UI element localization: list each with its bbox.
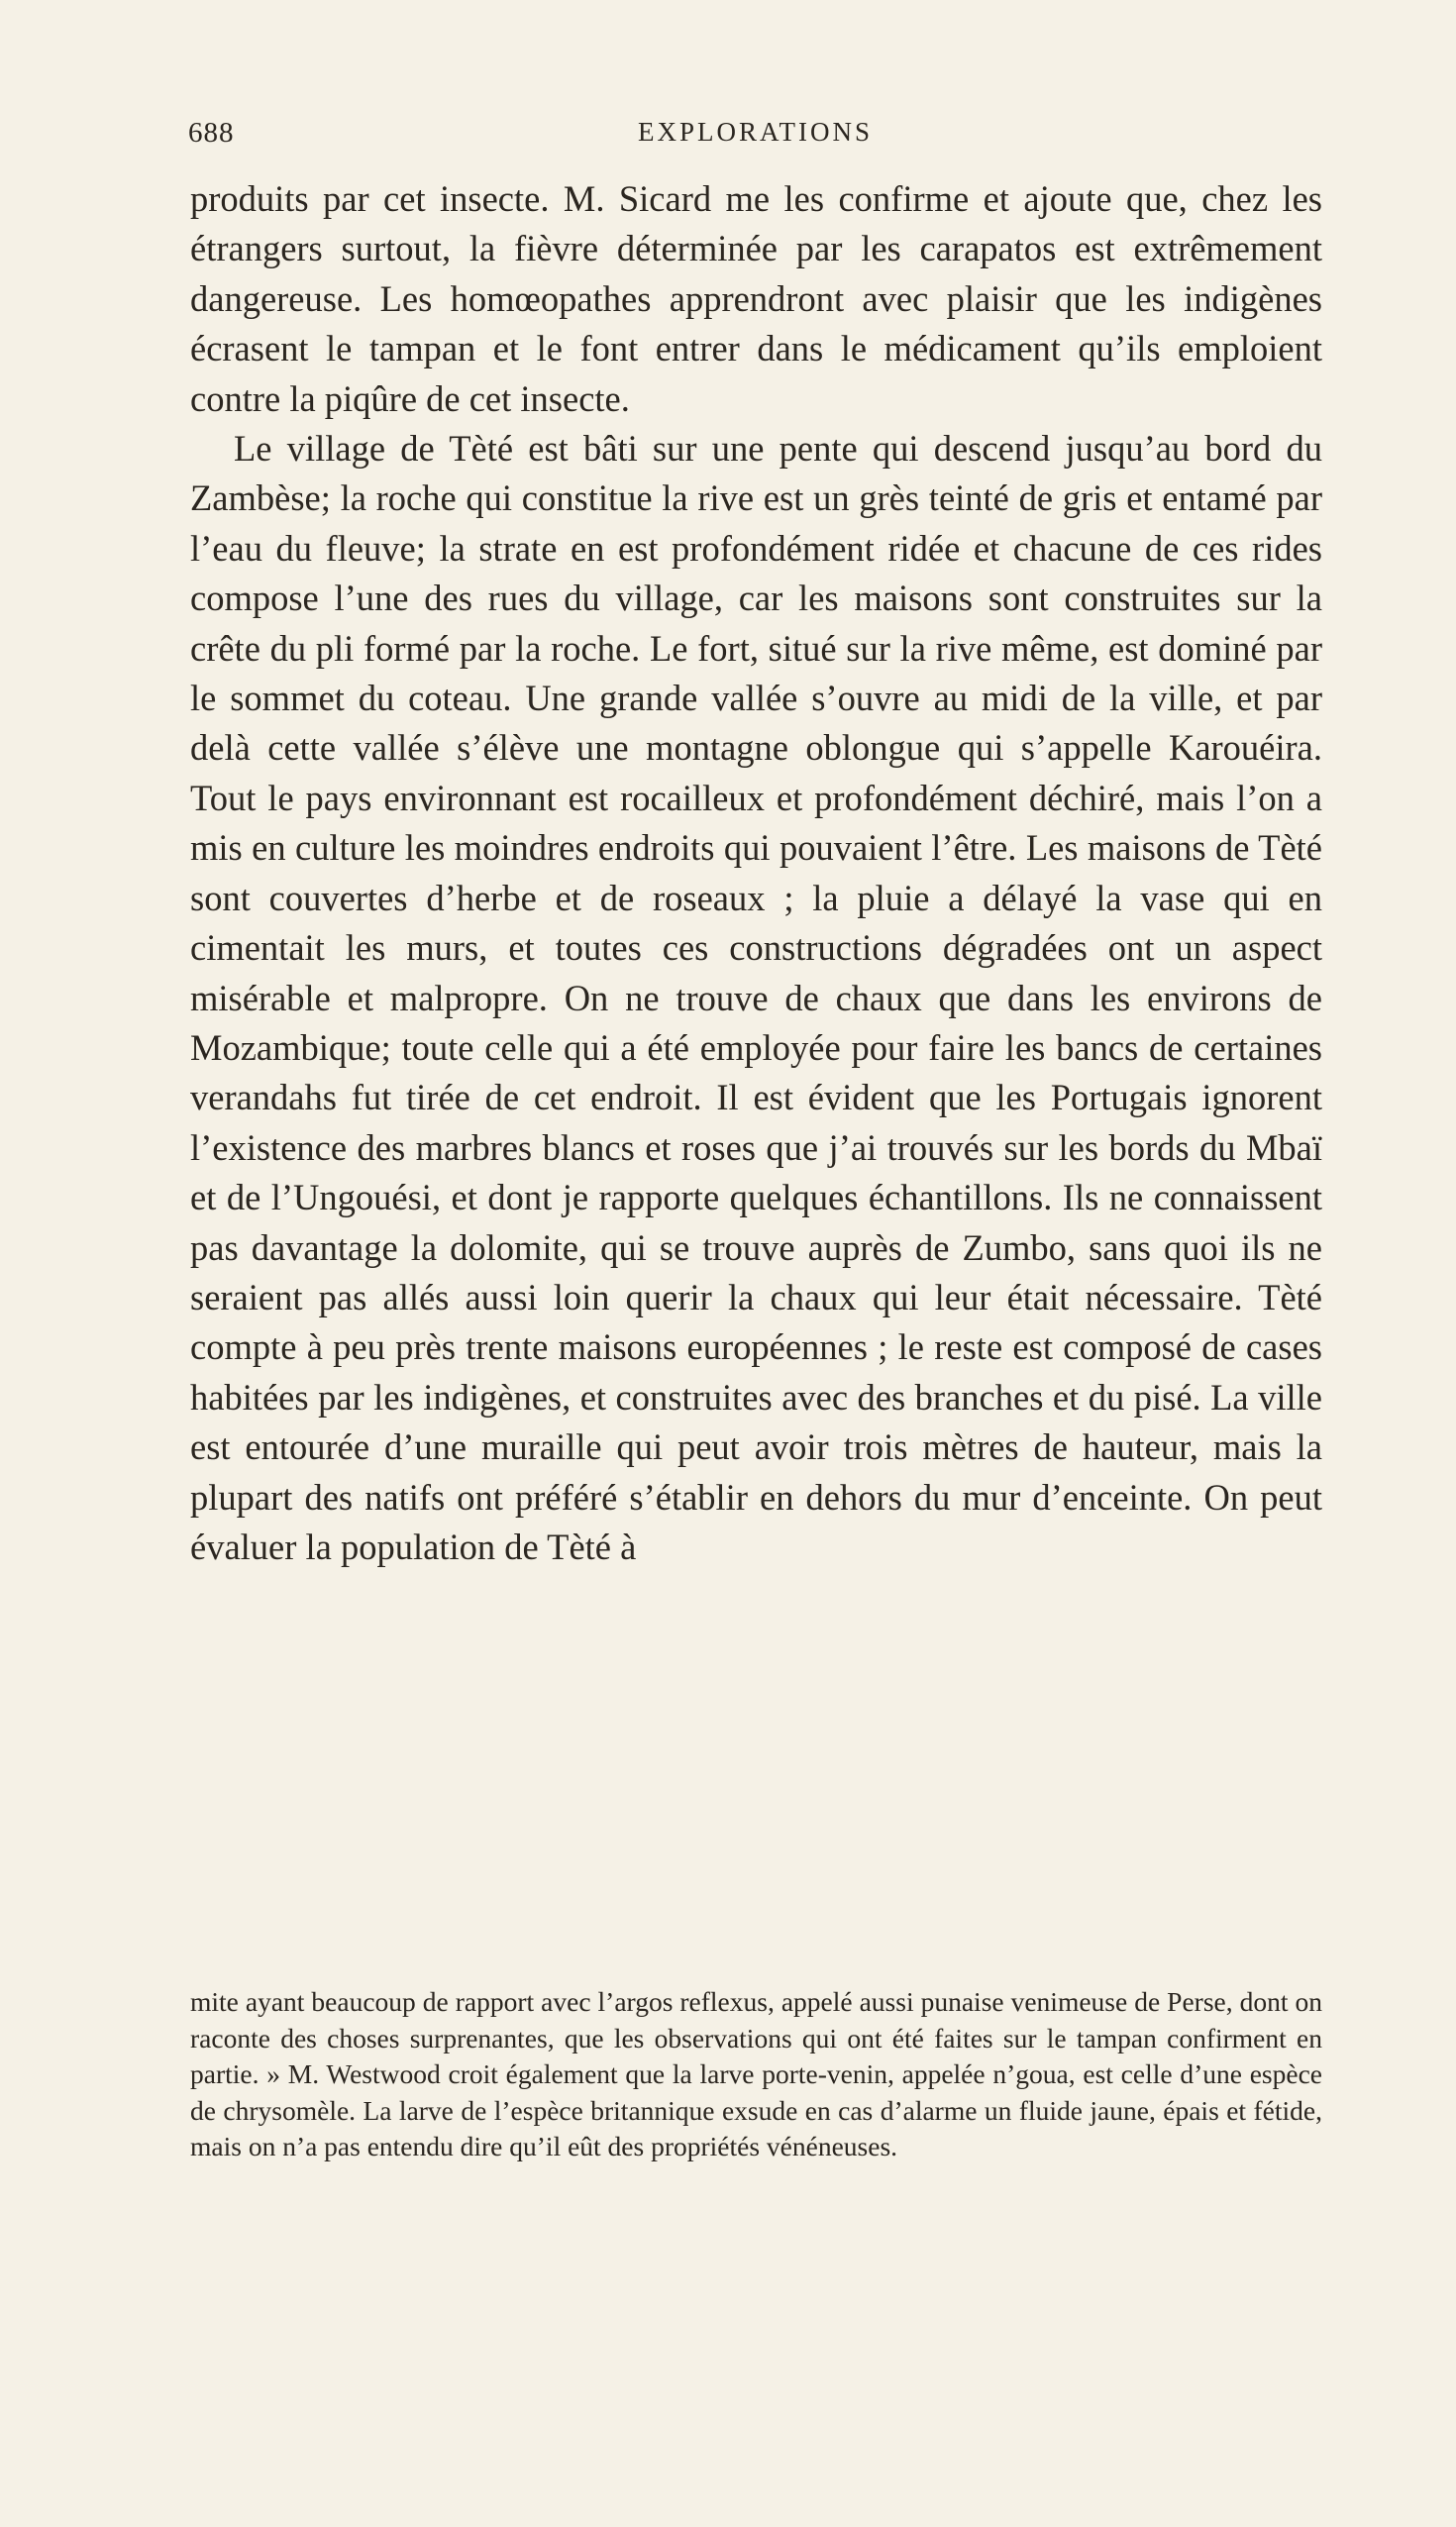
paragraph-continuation: produits par cet insecte. M. Sicard me les confirme et ajoute que, chez les étrangers surtout, la fièvre déterminée par les carapatos est extrêmement dangereuse. Les homœopathes apprendront avec plaisir que les indigènes écrasent le tampan et le font entrer dans le médicament qu’ils emploient contre la piqûre de cet insecte. [190, 178, 1322, 419]
footnote-text: mite ayant beaucoup de rapport avec l’argos reflexus, appelé aussi punaise venimeuse de Perse, dont on raconte des choses surprenantes, que les observations qui ont été faites sur le tampan confirment en partie. » M. Westwood croit également que la larve porte-venin, appelée n’goua, est celle d’une espèce de chrysomèle. La larve de l’espèce britannique exsude en cas d’alarme un fluide jaune, épais et fétide, mais on n’a pas entendu dire qu’il eût des propriétés vénéneuses. [190, 1986, 1322, 2161]
footnote [190, 1984, 1322, 2165]
running-title: EXPLORATIONS [637, 117, 873, 147]
paragraph-tete-village: Le village de Tèté est bâti sur une pente qui descend jusqu’au bord du Zambèse; la roche qui constitue la rive est un grès teinté de gris et entamé par l’eau du fleuve; la strate en est profondément ridée et chacune de ces rides compose l’une des rues du village, car les maisons sont construites sur la crête du pli formé par la roche. Le fort, situé sur la rive même, est dominé par le sommet du coteau. Une grande vallée s’ouvre au midi de la ville, et par delà cette vallée s’élève une montagne oblongue qui s’appelle Karouéira. Tout le pays environnant est rocailleux et profondément déchiré, mais l’on a mis en culture les moindres endroits qui pouvaient l’être. Les maisons de Tèté sont couvertes d’herbe et de roseaux ; la pluie a délayé la vase qui en cimentait les murs, et toutes ces constructions dégradées ont un aspect misérable et malpropre. On ne trouve de chaux que dans les environs de Mozambique; toute celle qui a été employée pour faire les bancs de certaines verandahs fut tirée de cet endroit. Il est évident que les Portugais ignorent l’existence des marbres blancs et roses que j’ai trouvés sur les bords du Mbaï et de l’Ungouési, et dont je rapporte quelques échantillons. Ils ne connaissent pas davantage la dolomite, qui se trouve auprès de Zumbo, sans quoi ils ne seraient pas allés aussi loin querir la chaux qui leur était nécessaire. Tèté compte à peu près trente maisons européennes ; le reste est composé de cases habitées par les indigènes, et construites avec des branches et du pisé. La ville est entourée d’une muraille qui peut avoir trois mètres de hauteur, mais la plupart des natifs ont préféré s’établir en dehors du mur d’enceinte. On peut évaluer la population de Tèté à [190, 428, 1322, 1567]
running-head [188, 117, 1322, 157]
body-text [190, 174, 1322, 1572]
page-number: 688 [188, 117, 235, 149]
